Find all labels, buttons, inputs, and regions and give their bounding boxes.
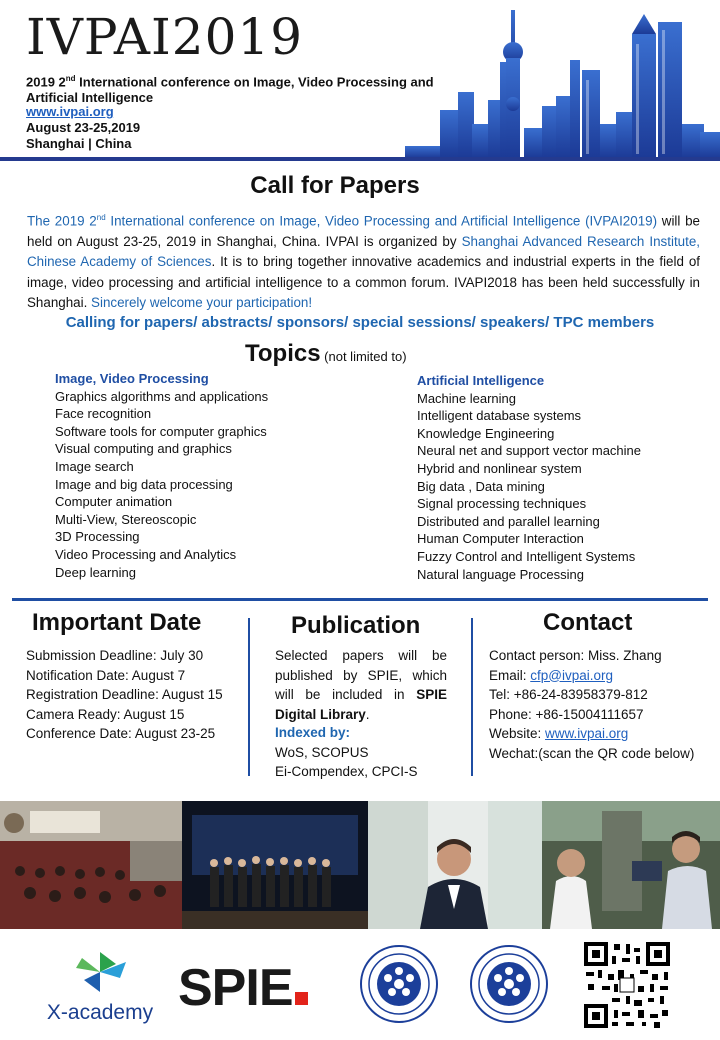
publication-heading: Publication <box>291 612 421 639</box>
contact-email: Email: cfp@ivpai.org <box>489 667 614 683</box>
topic-item: Neural net and support vector machine <box>417 443 642 459</box>
shanghai-skyline-illustration <box>400 0 720 160</box>
column-divider <box>471 618 473 776</box>
publication-text: Selected papers will be published by SPIE, which will be included in SPIE Digital Library. <box>275 648 447 722</box>
photo-auditorium <box>0 801 182 929</box>
topic-item: Computer animation <box>55 494 173 510</box>
topic-item: Deep learning <box>55 564 136 580</box>
calling-for-banner: Calling for papers/ abstracts/ sponsors/ special sessions/ speakers/ TPC members <box>65 314 655 331</box>
x-academy-logo <box>40 948 160 1024</box>
call-for-papers-description: The 2019 2nd International conference on Image, Video Processing and Artificial Intelligence (IVPAI2019) will be held on August 23-25, 2019 in Shanghai, China. IVPAI is organized by Shanghai Advanced Research Institute, Chinese Academy of Sciences. It is to bring together innovative academics and industrial experts in the field of image, video processing and artificial intelligence to a common forum. IVAPI2018 has been held successfully in Shanghai. Sincerely welcome your participation! <box>27 213 700 311</box>
topic-item: Big data , Data mining <box>417 478 545 494</box>
topics-ai-column <box>417 372 707 583</box>
topic-item: Fuzzy Control and Intelligent Systems <box>417 548 636 564</box>
topic-item: Software tools for computer graphics <box>55 423 267 439</box>
header-divider-bar <box>0 157 720 161</box>
spie-dot-icon <box>295 992 308 1005</box>
date-item: Registration Deadline: August 15 <box>26 687 223 702</box>
contact-person: Contact person: Miss. Zhang <box>489 648 662 663</box>
topic-item: Image and big data processing <box>55 476 233 492</box>
contact-list <box>489 646 717 763</box>
contact-wechat: Wechat:(scan the QR code below) <box>489 745 695 761</box>
call-for-papers-heading: Call for Papers <box>250 172 420 199</box>
contact-tel: Tel: +86-24-83958379-812 <box>489 687 648 702</box>
x-academy-wordmark: X-academy <box>46 1001 154 1024</box>
x-academy-mark-icon <box>40 948 160 996</box>
topic-item: Intelligent database systems <box>417 408 582 424</box>
date-item: Submission Deadline: July 30 <box>26 648 204 663</box>
topic-item: Face recognition <box>55 406 152 422</box>
topic-item: Video Processing and Analytics <box>55 546 237 562</box>
date-item: Camera Ready: August 15 <box>26 706 185 722</box>
shanghai-advanced-research-institute-seal <box>470 945 548 1023</box>
indexed-by-title: Indexed by: <box>275 725 351 740</box>
contact-phone: Phone: +86-15004111657 <box>489 706 644 722</box>
section-divider <box>12 598 708 601</box>
topic-item: Knowledge Engineering <box>417 425 555 441</box>
topic-item: Natural language Processing <box>417 566 584 582</box>
chinese-academy-of-sciences-seal <box>360 945 438 1023</box>
topic-item: Graphics algorithms and applications <box>55 388 269 404</box>
topic-item: Signal processing techniques <box>417 496 587 512</box>
date-item: Conference Date: August 23-25 <box>26 726 216 741</box>
indexed-item: WoS, SCOPUS <box>275 744 369 760</box>
photo-exhibition <box>542 801 720 929</box>
contact-heading: Contact <box>543 609 633 636</box>
important-date-heading: Important Date <box>32 609 202 636</box>
indexed-by-block <box>275 723 455 782</box>
topics-image-video-column <box>55 370 375 581</box>
indexed-item: Ei-Compendex, CPCI-S <box>275 764 418 779</box>
topics-note: (not limited to) <box>320 349 407 364</box>
topic-item: Machine learning <box>417 390 517 406</box>
website-link[interactable]: www.ivpai.org <box>545 726 629 741</box>
important-dates-list <box>26 646 246 744</box>
column-divider <box>248 618 250 776</box>
wechat-qr-code[interactable] <box>582 940 672 1030</box>
date-item: Notification Date: August 7 <box>26 667 186 683</box>
conference-full-name: 2019 2nd International conference on Image, Video Processing and Artificial Intelligence <box>26 74 434 106</box>
conference-dates: August 23-25,2019 <box>26 120 141 135</box>
conference-url-link[interactable]: www.ivpai.org <box>26 104 114 119</box>
contact-website: Website: www.ivpai.org <box>489 726 629 741</box>
topic-item: Hybrid and nonlinear system <box>417 460 582 476</box>
photo-speaker <box>368 801 542 929</box>
topic-column-title: Artificial Intelligence <box>417 373 545 388</box>
photo-group-on-stage <box>182 801 368 929</box>
topic-item: Distributed and parallel learning <box>417 513 600 529</box>
topic-item: Visual computing and graphics <box>55 441 232 457</box>
topic-item: Human Computer Interaction <box>417 531 584 547</box>
topic-item: Multi-View, Stereoscopic <box>55 511 197 527</box>
topic-item: 3D Processing <box>55 529 140 545</box>
spie-logo: SPIE <box>178 958 308 1018</box>
conference-location: Shanghai | China <box>26 136 132 151</box>
topic-item: Image search <box>55 458 134 474</box>
topics-heading: Topics (not limited to) <box>245 340 407 367</box>
topic-column-title: Image, Video Processing <box>55 371 209 386</box>
email-link[interactable]: cfp@ivpai.org <box>530 667 614 683</box>
conference-title: IVPAI2019 <box>26 8 304 66</box>
